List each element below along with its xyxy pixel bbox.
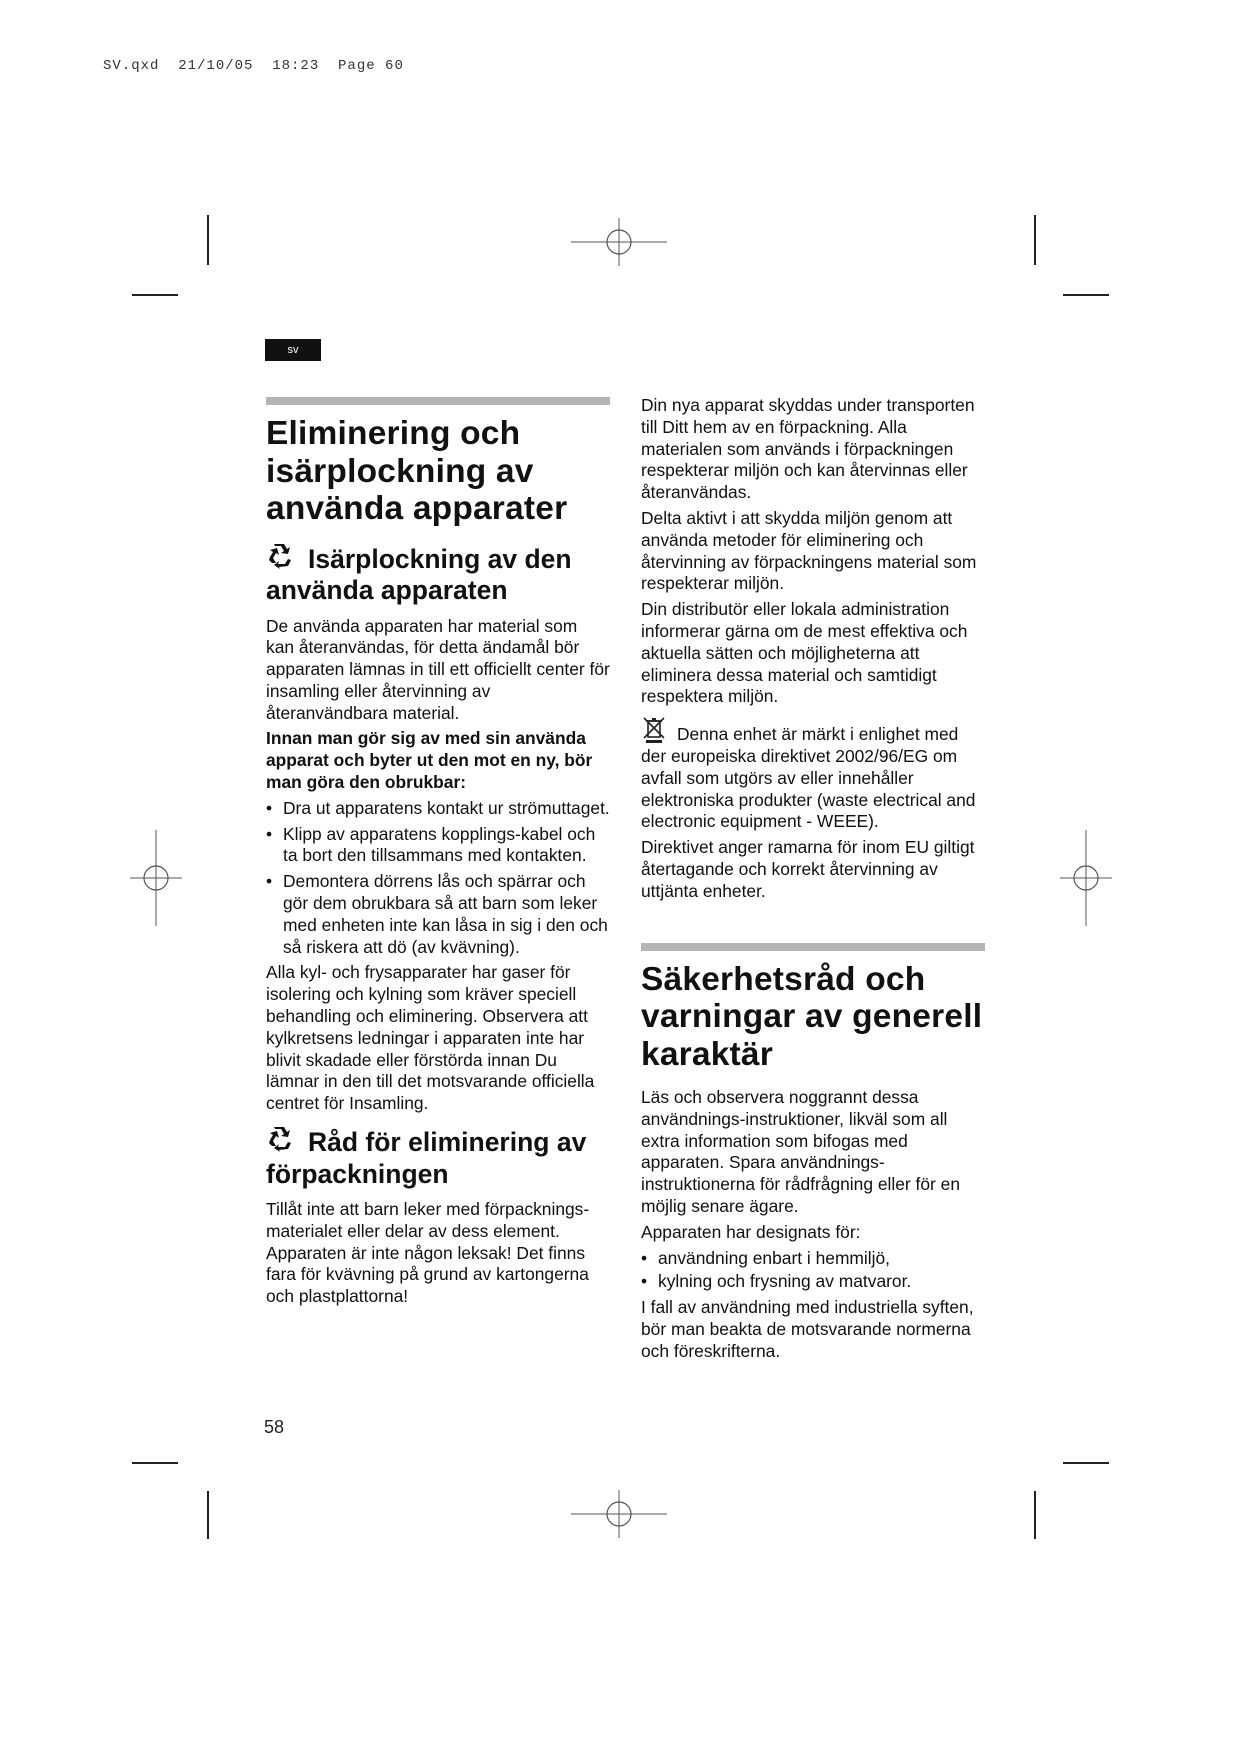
paragraph: Tillåt inte att barn leker med förpacknings-materialet eller delar av dess element. Apparaten är inte någon leksak! Det finns fara för kvävning på grund av kartongerna och plastplattorna!: [266, 1199, 590, 1307]
section-heading-disassembly: [266, 542, 610, 607]
bullet-list: [266, 798, 610, 959]
registration-mark-bottom: [571, 1490, 667, 1538]
weee-text: Denna enhet är märkt i enlighet med der europeiska direktivet 2002/96/EG om avfall som utgörs av eller innehåller elektroniska produkter (waste electrical and electronic equipment - WEEE).: [641, 724, 976, 832]
paragraph: I fall av användning med industriella syften, bör man beakta de motsvarande normerna och föreskrifterna.: [641, 1297, 974, 1361]
crop-mark: [1034, 1491, 1036, 1539]
recycle-icon: [266, 1125, 294, 1153]
list-item: • kylning och frysning av matvaror.: [641, 1271, 985, 1293]
section-heading-text: Isärplockning av den använda apparaten: [266, 543, 572, 605]
left-column: [266, 397, 610, 1312]
crop-mark: [1063, 1462, 1109, 1464]
right-column: [641, 395, 985, 1367]
paragraph: Din distributör eller lokala administration informerar gärna om de mest effektiva och aktuella sätten och möjligheterna att eliminera dessa material och samtidigt respektera miljön.: [641, 599, 968, 707]
paragraph: Läs och observera noggrannt dessa användnings-instruktioner, likväl som all extra information som bifogas med apparaten. Spara användnings-instruktionerna för rådfrågning eller för en möjlig senare ägare.: [641, 1087, 961, 1217]
section-bar: [641, 943, 985, 951]
crop-mark: [1063, 294, 1109, 296]
language-tab: sv: [265, 339, 321, 361]
bullet-list: [641, 1248, 985, 1294]
list-item: • Klipp av apparatens kopplings-kabel och ta bort den tillsammans med kontakten.: [266, 824, 610, 868]
crop-mark: [207, 1491, 209, 1539]
section-heading-text: Råd för eliminering av förpackningen: [266, 1127, 587, 1189]
main-title: Eliminering och isärplockning av använda apparater: [266, 415, 568, 527]
safety-title: Säkerhetsråd och varningar av generell karaktär: [641, 960, 983, 1073]
list-item: • Dra ut apparatens kontakt ur strömuttaget.: [266, 798, 610, 820]
registration-mark-right: [1060, 830, 1112, 926]
crop-mark: [207, 215, 209, 265]
paragraph: Direktivet anger ramarna för inom EU giltigt återtagande och korrekt återvinning av uttjänta enheter.: [641, 837, 975, 901]
weee-paragraph: [641, 716, 985, 833]
recycle-icon: [266, 542, 294, 570]
paragraph: Alla kyl- och frysapparater har gaser för isolering och kylning som kräver speciell behandling och eliminering. Observera att kylkretsens ledningar i apparaten inte har blivit skadade eller förstörda innan Du lämnar in den till det motsvarande officiella centret för Insamling.: [266, 962, 595, 1114]
crop-mark: [132, 1462, 178, 1464]
registration-mark-left: [130, 830, 182, 926]
crop-mark: [132, 294, 178, 296]
crossed-bin-icon: [641, 716, 667, 744]
print-slug: SV.qxd 21/10/05 18:23 Page 60: [103, 58, 404, 74]
section-bar: [266, 397, 610, 405]
crop-mark: [1034, 215, 1036, 265]
list-item: • Demontera dörrens lås och spärrar och gör dem obrukbara så att barn som leker med enheten inte kan låsa in sig i den och så riskera att dö (av kvävning).: [266, 871, 610, 958]
paragraph: Delta aktivt i att skydda miljön genom att använda metoder för eliminering och återvinning av förpackningens material som respekterar miljön.: [641, 507, 977, 594]
list-item: • användning enbart i hemmiljö,: [641, 1248, 985, 1270]
paragraph: De använda apparaten har material som kan återanvändas, för detta ändamål bör apparaten lämnas in till ett officiellt center för insamling eller återvinning av återanvändbara material.: [266, 615, 610, 723]
paragraph: Din nya apparat skyddas under transporten till Ditt hem av en förpackning. Alla materialen som används i förpackningen respekterar miljön och kan återvinnas eller återanvändas.: [641, 395, 975, 503]
section-heading-packaging: [266, 1125, 610, 1190]
bold-paragraph: Innan man gör sig av med sin använda apparat och byter ut den mot en ny, bör man göra den obrukbar:: [266, 728, 593, 793]
page-number: 58: [264, 1417, 285, 1437]
paragraph: Apparaten har designats för:: [641, 1221, 861, 1242]
registration-mark-top: [571, 218, 667, 266]
